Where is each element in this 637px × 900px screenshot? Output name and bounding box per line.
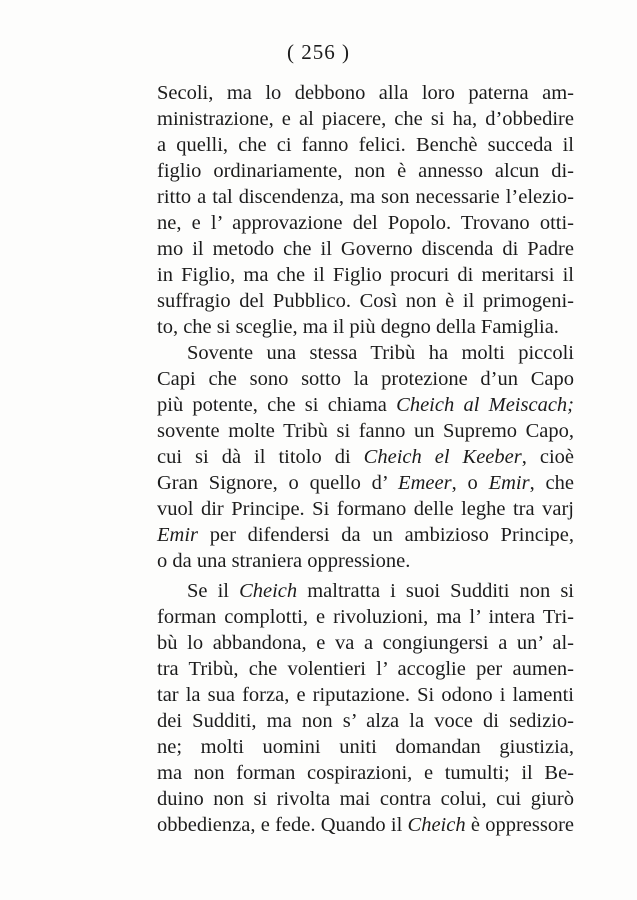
text-segment: cui si dà il titolo di <box>157 446 364 468</box>
text-line <box>157 158 574 184</box>
text-segment: ne, e l’ approvazione del Popolo. Trovano otti- <box>157 212 574 234</box>
text-line <box>157 578 574 604</box>
italic-term: Cheich el Keeber <box>363 446 522 468</box>
text-line <box>157 604 574 630</box>
text-line <box>157 630 574 656</box>
text-segment: o da una straniera oppressione. <box>157 550 411 572</box>
text-segment: bù lo abbandona, e va a congiungersi a un’ al- <box>157 632 574 654</box>
text-line <box>157 786 574 812</box>
text-segment: obbedienza, e fede. Quando il <box>157 814 408 836</box>
text-segment: to, che si sceglie, ma il più degno della Famiglia. <box>157 316 559 338</box>
text-segment: ritto a tal discendenza, ma son necessarie l’elezio- <box>157 186 574 208</box>
text-line <box>157 548 574 574</box>
text-line <box>157 288 574 314</box>
italic-term: Emir <box>157 524 198 546</box>
text-line <box>157 392 574 418</box>
text-segment: suffragio del Pubblico. Così non è il primogeni- <box>157 290 574 312</box>
text-segment: mo il metodo che il Governo discenda di Padre <box>157 238 574 260</box>
text-line <box>157 80 574 106</box>
text-line <box>157 522 574 548</box>
italic-term: Emeer <box>398 472 452 494</box>
text-segment: Gran Signore, o quello d’ <box>157 472 399 494</box>
text-line <box>157 656 574 682</box>
text-segment: più potente, che si chiama <box>157 394 397 416</box>
text-line <box>157 470 574 496</box>
text-segment: ne; molti uomini uniti domandan giustizia, <box>157 736 574 758</box>
text-segment: Capi che sono sotto la protezione d’un Capo <box>157 368 574 390</box>
text-segment: Se il <box>187 580 240 602</box>
text-line <box>157 262 574 288</box>
text-segment: Sovente una stessa Tribù ha molti piccoli <box>187 342 574 364</box>
text-line <box>157 418 574 444</box>
text-line <box>157 496 574 522</box>
text-segment: maltratta i suoi Sudditi non si <box>297 580 574 602</box>
text-segment: tra Tribù, che volentieri l’ accoglie per aumen- <box>157 658 574 680</box>
text-segment: dei Sudditi, ma non s’ alza la voce di sedizio- <box>157 710 574 732</box>
text-line <box>157 812 574 838</box>
text-line <box>157 132 574 158</box>
italic-term: Cheich al Meiscach; <box>396 394 574 416</box>
text-segment: figlio ordinariamente, non è annesso alcun di- <box>157 160 574 182</box>
text-segment: in Figlio, ma che il Figlio procuri di meritarsi il <box>157 264 574 286</box>
text-segment: , che <box>529 472 574 494</box>
text-segment: per difendersi da un ambizioso Principe, <box>198 524 574 546</box>
text-line <box>157 210 574 236</box>
text-segment: duino non si rivolta mai contra colui, cui giurò <box>157 788 574 810</box>
text-line <box>157 106 574 132</box>
italic-term: Cheich <box>407 814 466 836</box>
text-line <box>157 760 574 786</box>
text-segment: sovente molte Tribù si fanno un Supremo Capo, <box>157 420 574 442</box>
text-segment: tar la sua forza, e riputazione. Si odono i lamenti <box>157 684 574 706</box>
text-line <box>157 734 574 760</box>
text-segment: è oppressore <box>465 814 574 836</box>
text-line <box>157 314 574 340</box>
text-line <box>157 708 574 734</box>
text-segment: vuol dir Principe. Si formano delle leghe tra varj <box>157 498 574 520</box>
text-line <box>157 340 574 366</box>
text-segment: , cioè <box>521 446 574 468</box>
text-segment: Secoli, ma lo debbono alla loro paterna am- <box>157 82 574 104</box>
text-line <box>157 444 574 470</box>
page-number: ( 256 ) <box>287 40 350 64</box>
text-segment: , o <box>451 472 489 494</box>
text-segment: a quelli, che ci fanno felici. Benchè succeda il <box>157 134 574 156</box>
italic-term: Emir <box>488 472 530 494</box>
text-line <box>157 236 574 262</box>
body-text <box>157 80 574 838</box>
text-segment: ma non forman cospirazioni, e tumulti; il Be- <box>157 762 574 784</box>
italic-term: Cheich <box>239 580 298 602</box>
text-segment: ministrazione, e al piacere, che si ha, d’obbedire <box>157 108 574 130</box>
text-segment: forman complotti, e rivoluzioni, ma l’ intera Tri- <box>157 606 574 628</box>
text-line <box>157 366 574 392</box>
text-line <box>157 682 574 708</box>
text-line <box>157 184 574 210</box>
